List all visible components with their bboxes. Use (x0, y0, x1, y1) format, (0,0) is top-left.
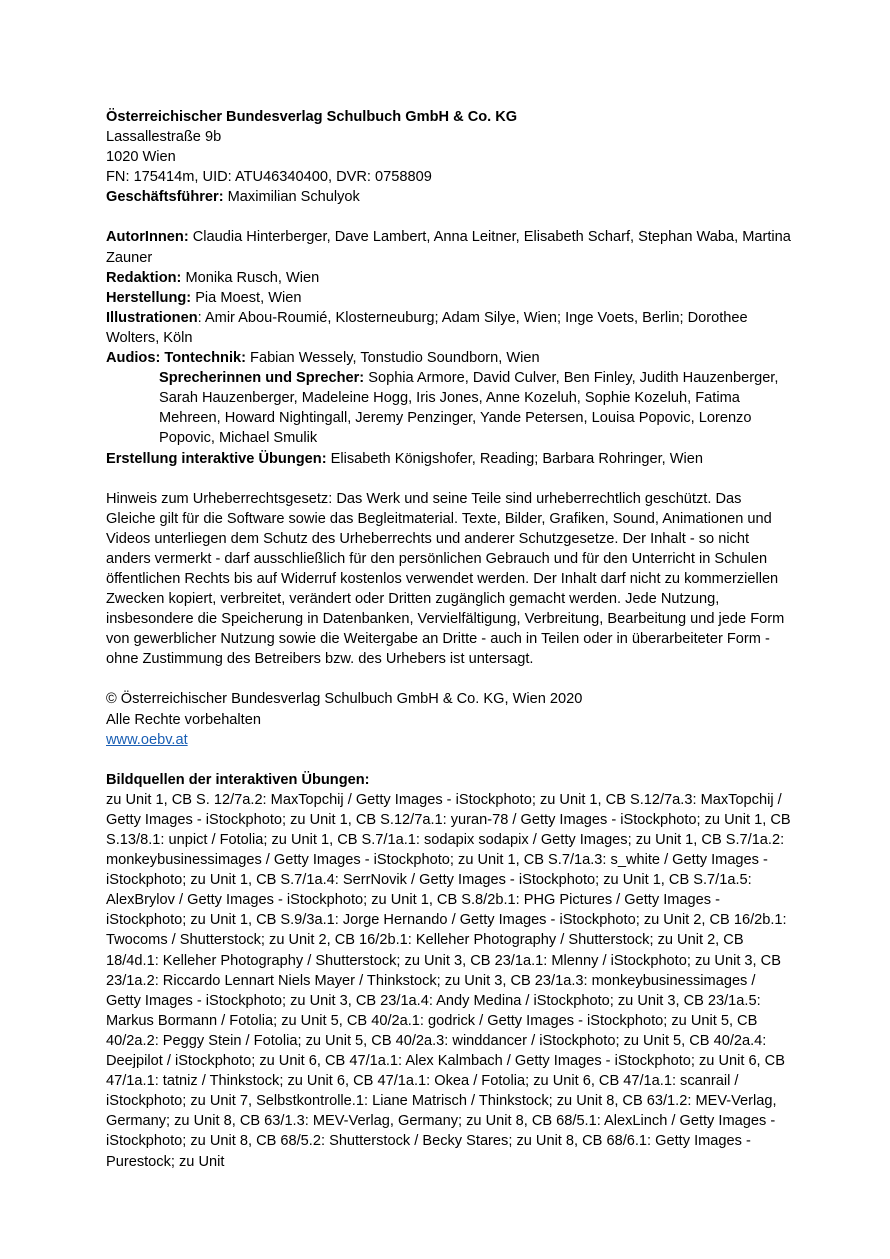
audio-label: Audios: Tontechnik: (106, 350, 246, 367)
publisher-name (106, 107, 794, 127)
rights-line: Alle Rechte vorbehalten (106, 711, 261, 728)
credit-production (106, 288, 794, 308)
spacer (106, 469, 794, 489)
audio-value: Fabian Wessely, Tonstudio Soundborn, Wien (245, 350, 540, 367)
editing-label: Redaktion: (106, 269, 182, 286)
credit-editing (106, 268, 794, 288)
credit-audio (106, 348, 794, 368)
credit-authors (106, 227, 794, 267)
production-label: Herstellung: (106, 289, 192, 306)
copyright-block (106, 689, 794, 749)
publisher-registration: FN: 175414m, UID: ATU46340400, DVR: 0758809 (106, 169, 432, 186)
interactive-value: Elisabeth Königshofer, Reading; Barbara Rohringer, Wien (326, 450, 703, 467)
illustrations-label: Illustrationen (106, 309, 198, 326)
publisher-name-text: Österreichischer Bundesverlag Schulbuch GmbH & Co. KG (106, 109, 518, 125)
credit-interactive (106, 449, 794, 469)
interactive-label: Erstellung interaktive Übungen: (106, 450, 327, 467)
authors-value: Claudia Hinterberger, Dave Lambert, Anna Leitner, Elisabeth Scharf, Stephan Waba, Martina Zauner (106, 229, 791, 266)
credit-illustrations (106, 308, 794, 348)
publisher-street: Lassallestraße 9b (106, 129, 222, 146)
spacer (106, 750, 794, 770)
spacer (106, 207, 794, 227)
image-sources-text: zu Unit 1, CB S. 12/7a.2: MaxTopchij / Getty Images - iStockphoto; zu Unit 1, CB S.12/7a.3: MaxTopchij / Getty Images - iStockphoto; zu Unit 1, CB S.12/7a.1: yuran-78 / Getty Images - iStockphoto; zu Unit 1, CB S.13/8.1: unpict / Fotolia; zu Unit 1, CB S.7/1a.1: sodapix sodapix / Getty Images; zu Unit 1, CB S.7/1a.2: monkeybusinessimages / Getty Images - iStockphoto; zu Unit 1, CB S.7/1a.3: s_white / Getty Images - iStockphoto; zu Unit 1, CB S.7/1a.4: SerrNovik / Getty Images - iStockphoto; zu Unit 1, CB S.7/1a.5: AlexBrylov / Getty Images - iStockphoto; zu Unit 1, CB S.8/2b.1: PHG Pictures / Getty Images - iStockphoto; zu Unit 1, CB S.9/3a.1: Jorge Hernando / Getty Images - iStockphoto; zu Unit 2, CB 16/2b.1: Twocoms / Shutterstock; zu Unit 2, CB 16/2b.1: Kelleher Photography / Shutterstock; zu Unit 2, CB 18/4d.1: Kelleher Photography / Shutterstock; zu Unit 3, CB 23/1a.1: Mlenny / iStockphoto; zu Unit 3, CB 23/1a.2: Riccardo Lennart Niels Mayer / Thinkstock; zu Unit 3, CB 23/1a.3: monkeybusinessimages / Getty Images - iStockphoto; zu Unit 3, CB 23/1a.4: Andy Medina / iStockphoto; zu Unit 3, CB 23/1a.5: Markus Bormann / Fotolia; zu Unit 5, CB 40/2a.1: godrick / Getty Images - iStockphoto; zu Unit 5, CB 40/2a.2: Peggy Stein / Fotolia; zu Unit 5, CB 40/2a.3: winddancer / iStockphoto; zu Unit 5, CB 40/2a.4: Deejpilot / iStockphoto; zu Unit 6, CB 47/1a.1: Alex Kalmbach / Getty Images - iStockphoto; zu Unit 6, CB 47/1a.1: tatniz / Thinkstock; zu Unit 6, CB 47/1a.1: Okea / Fotolia; zu Unit 6, CB 47/1a.1: scanrail / iStockphoto; zu Unit 7, Selbstkontrolle.1: Liane Matrisch / Thinkstock; zu Unit 8, CB 63/1.2: MEV-Verlag, Germany; zu Unit 8, CB 63/1.3: MEV-Verlag, Germany; zu Unit 8, CB 68/5.1: AlexLinch / Getty Images - iStockphoto; zu Unit 8, CB 68/5.2: Shutterstock / Becky Stares; zu Unit 8, CB 68/6.1: Getty Images - Purestock; zu Unit (106, 791, 791, 1170)
website-line (106, 730, 794, 750)
production-value: Pia Moest, Wien (191, 289, 302, 306)
website-link[interactable]: www.oebv.at (106, 731, 188, 748)
copyright-notice: Hinweis zum Urheberrechtsgesetz: Das Werk und seine Teile sind urheberrechtlich geschützt. Das Gleiche gilt für die Software sowie das Begleitmaterial. Texte, Bilder, Grafiken, Sound, Animationen und Videos unterliegen dem Schutz des Urheberrechts und anderer Schutzgesetze. Der Inhalt - so nicht anders vermerkt - darf ausschließlich für den persönlichen Gebrauch und für den Unterricht in Schulen öffentlichen Rechts bis auf Widerruf kostenlos verwendet werden. Der Inhalt darf nicht zu kommerziellen Zwecken kopiert, verbreitet, verändert oder Dritten zugänglich gemacht werden. Jede Nutzung, insbesondere die Speicherung in Datenbanken, Vervielfältigung, Verbreitung, Bearbeitung und jede Form von gewerblicher Nutzung sowie die Weitergabe an Dritte - auch in Teilen oder in überarbeiteter Form - ohne Zustimmung des Betreibers bzw. des Urhebers ist untersagt. (106, 490, 785, 668)
publisher-ceo (106, 187, 794, 207)
image-sources-heading (106, 770, 794, 790)
credits-block (106, 227, 794, 468)
editing-value: Monika Rusch, Wien (181, 269, 320, 286)
illustrations-value: : Amir Abou-Roumié, Klosterneuburg; Adam Silye, Wien; Inge Voets, Berlin; Dorothee Wolters, Köln (106, 309, 748, 346)
ceo-label: Geschäftsführer: (106, 189, 224, 206)
image-sources-heading-text: Bildquellen der interaktiven Übungen: (106, 771, 370, 788)
authors-label: AutorInnen: (106, 229, 189, 246)
copyright-line: © Österreichischer Bundesverlag Schulbuch GmbH & Co. KG, Wien 2020 (106, 691, 583, 708)
spacer (106, 669, 794, 689)
credit-speakers (106, 368, 794, 448)
ceo-value: Maximilian Schulyok (223, 189, 360, 206)
image-sources-block (106, 770, 794, 1172)
speakers-value: Sophia Armore, David Culver, Ben Finley, Judith Hauzenberger, Sarah Hauzenberger, Madeleine Hogg, Iris Jones, Anne Kozeluh, Sophie Kozeluh, Fatima Mehreen, Howard Nightingall, Jeremy Penzinger, Yande Petersen, Louisa Popovic, Lorenzo Popovic, Michael Smulik (159, 370, 779, 447)
imprint-content (106, 107, 794, 1172)
publisher-city: 1020 Wien (106, 149, 176, 166)
publisher-block (106, 107, 794, 207)
speakers-label: Sprecherinnen und Sprecher: (159, 370, 365, 387)
